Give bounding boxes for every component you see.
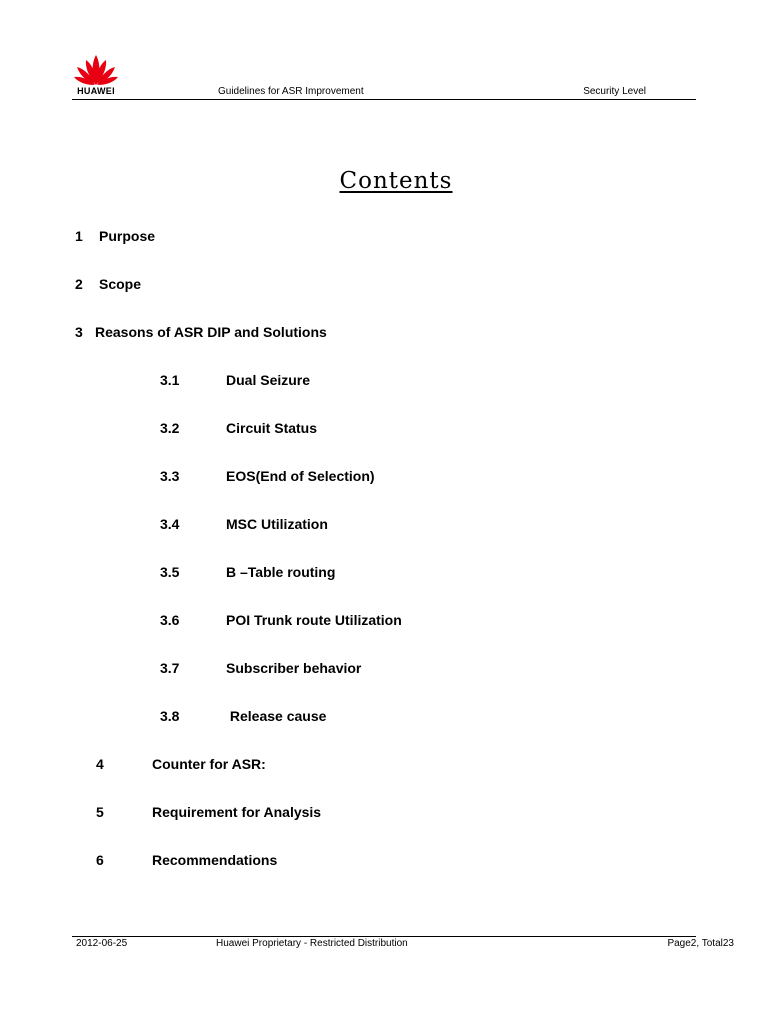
- toc-label: Circuit Status: [226, 420, 318, 436]
- toc-entry-2[interactable]: [75, 276, 141, 292]
- huawei-logo: [72, 52, 120, 98]
- toc-entry-1[interactable]: [75, 228, 155, 244]
- page-header: [72, 52, 696, 100]
- toc-number: 5: [96, 804, 104, 820]
- footer-divider: [72, 936, 696, 937]
- toc-entry-3-3[interactable]: [160, 468, 375, 484]
- toc-number: 3.3: [160, 468, 180, 484]
- toc-number: 3.6: [160, 612, 180, 628]
- toc-entry-3-8[interactable]: [160, 708, 326, 724]
- toc-label: Requirement for Analysis: [152, 804, 322, 820]
- toc-label: Recommendations: [152, 852, 278, 868]
- toc-label: Dual Seizure: [226, 372, 311, 388]
- toc-entry-3-2[interactable]: [160, 420, 317, 436]
- toc-number: 3.5: [160, 564, 180, 580]
- toc-number: 3.1: [160, 372, 180, 388]
- toc-number: 3: [75, 324, 83, 340]
- toc-entry-3-6[interactable]: [160, 612, 402, 628]
- page-footer: [72, 936, 734, 956]
- toc-label: Purpose: [99, 228, 156, 244]
- toc-label: Subscriber behavior: [226, 660, 362, 676]
- toc-number: 1: [75, 228, 83, 244]
- toc-entry-3-4[interactable]: [160, 516, 328, 532]
- logo-wordmark: HUAWEI: [77, 86, 115, 96]
- toc-label: Counter for ASR:: [152, 756, 266, 772]
- toc-label: Reasons of ASR DIP and Solutions: [95, 324, 327, 340]
- toc-label: EOS(End of Selection): [226, 468, 375, 484]
- toc-number: 3.7: [160, 660, 180, 676]
- toc-entry-5[interactable]: [96, 804, 321, 820]
- toc-entry-3-7[interactable]: [160, 660, 361, 676]
- header-document-title: Guidelines for ASR Improvement: [218, 86, 364, 97]
- toc-number: 2: [75, 276, 83, 292]
- footer-page-number: Page2, Total23: [667, 938, 734, 949]
- toc-entry-4[interactable]: [96, 756, 266, 772]
- toc-label: Release cause: [226, 708, 327, 724]
- toc-entry-6[interactable]: [96, 852, 277, 868]
- header-security-level: Security Level: [583, 86, 646, 97]
- toc-label: B –Table routing: [226, 564, 336, 580]
- toc-number: 3.2: [160, 420, 180, 436]
- footer-date: 2012-06-25: [76, 938, 128, 949]
- toc-number: 4: [96, 756, 104, 772]
- header-divider: [72, 99, 696, 100]
- page-title: Contents: [339, 168, 453, 194]
- toc-number: 3.8: [160, 708, 180, 724]
- toc-number: 6: [96, 852, 104, 868]
- toc-entry-3-5[interactable]: [160, 564, 335, 580]
- footer-distribution-notice: Huawei Proprietary - Restricted Distribution: [216, 938, 408, 949]
- toc-label: MSC Utilization: [226, 516, 328, 532]
- toc-label: POI Trunk route Utilization: [226, 612, 402, 628]
- huawei-petals-icon: [74, 52, 118, 86]
- toc-label: Scope: [99, 276, 142, 292]
- toc-number: 3.4: [160, 516, 180, 532]
- toc-entry-3-1[interactable]: [160, 372, 310, 388]
- toc-entry-3[interactable]: [75, 324, 327, 340]
